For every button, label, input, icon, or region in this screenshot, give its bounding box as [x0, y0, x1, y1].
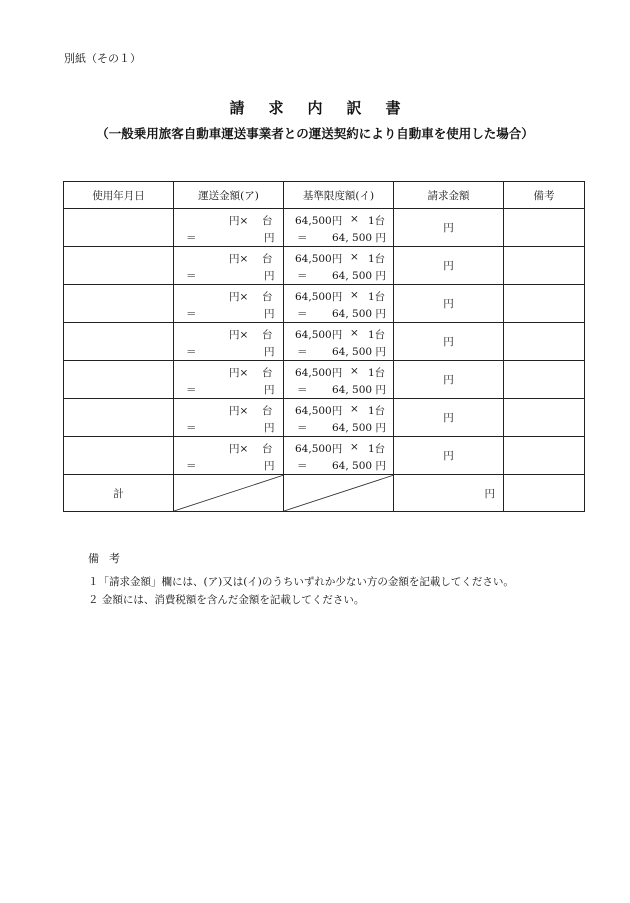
- remarks-cell[interactable]: [504, 323, 585, 361]
- remarks-cell[interactable]: [504, 399, 585, 437]
- fare-amount-cell[interactable]: [174, 323, 284, 361]
- limit-amount-cell: [284, 437, 394, 475]
- claim-yen: 円: [443, 412, 454, 424]
- limit-unit-count: 1台: [368, 253, 386, 265]
- limit-base-amount: 64,500円: [295, 367, 343, 379]
- total-label-cell: [64, 475, 174, 512]
- fare-yen-times: 円×: [229, 291, 249, 303]
- claim-amount-cell[interactable]: [394, 437, 504, 475]
- claim-amount-cell[interactable]: [394, 209, 504, 247]
- limit-total: 64, 500 円: [332, 308, 386, 320]
- table-row: [64, 323, 585, 361]
- limit-unit-count: 1台: [368, 367, 386, 379]
- fare-equals: ＝: [186, 270, 197, 282]
- claim-yen: 円: [443, 336, 454, 348]
- fare-yen: 円: [264, 384, 275, 396]
- limit-equals: ＝: [297, 384, 308, 396]
- fare-unit-count: 台: [262, 443, 273, 455]
- table-row: [64, 361, 585, 399]
- header-claim-amount: 請求金額: [394, 182, 504, 209]
- remarks-cell[interactable]: [504, 247, 585, 285]
- note-item: １「請求金額」欄には、(ア)又は(イ)のうちいずれか少ない方の金額を記載してください。: [88, 576, 514, 588]
- fare-yen-times: 円×: [229, 253, 249, 265]
- notes-heading-char: 備: [88, 552, 99, 565]
- remarks-cell[interactable]: [504, 361, 585, 399]
- claim-yen: 円: [443, 374, 454, 386]
- limit-base-amount: 64,500円: [295, 443, 343, 455]
- claim-amount-cell[interactable]: [394, 285, 504, 323]
- limit-amount-cell: [284, 399, 394, 437]
- title-char: 訳: [346, 99, 362, 117]
- header-remarks: 備考: [504, 182, 585, 209]
- header-usage-date: 使用年月日: [64, 182, 174, 209]
- fare-yen-times: 円×: [229, 367, 249, 379]
- header-limit-amount: 基準限度額(イ): [284, 182, 394, 209]
- limit-equals: ＝: [297, 308, 308, 320]
- fare-unit-count: 台: [262, 291, 273, 303]
- limit-equals: ＝: [297, 460, 308, 472]
- claim-yen: 円: [443, 450, 454, 462]
- fare-yen-times: 円×: [229, 405, 249, 417]
- limit-total: 64, 500 円: [332, 422, 386, 434]
- limit-times: ×: [350, 213, 359, 225]
- fare-yen: 円: [264, 460, 275, 472]
- limit-equals: ＝: [297, 346, 308, 358]
- limit-base-amount: 64,500円: [295, 329, 343, 341]
- table-row: [64, 285, 585, 323]
- usage-date-cell[interactable]: [64, 285, 174, 323]
- limit-total: 64, 500 円: [332, 270, 386, 282]
- fare-equals: ＝: [186, 232, 197, 244]
- total-fare-slashed-cell: [174, 475, 284, 512]
- limit-amount-cell: [284, 361, 394, 399]
- limit-amount-cell: [284, 285, 394, 323]
- total-row: [64, 475, 585, 512]
- fare-equals: ＝: [186, 384, 197, 396]
- fare-unit-count: 台: [262, 215, 273, 227]
- fare-yen: 円: [264, 308, 275, 320]
- limit-base-amount: 64,500円: [295, 405, 343, 417]
- fare-amount-cell[interactable]: [174, 209, 284, 247]
- usage-date-cell[interactable]: [64, 361, 174, 399]
- title-char: 書: [385, 99, 401, 117]
- usage-date-cell[interactable]: [64, 399, 174, 437]
- claim-amount-cell[interactable]: [394, 247, 504, 285]
- limit-base-amount: 64,500円: [295, 215, 343, 227]
- usage-date-cell[interactable]: [64, 247, 174, 285]
- limit-times: ×: [350, 365, 359, 377]
- fare-equals: ＝: [186, 346, 197, 358]
- total-limit-slashed-cell: [284, 475, 394, 512]
- limit-total: 64, 500 円: [332, 232, 386, 244]
- limit-total: 64, 500 円: [332, 384, 386, 396]
- fare-amount-cell[interactable]: [174, 437, 284, 475]
- limit-times: ×: [350, 327, 359, 339]
- limit-times: ×: [350, 251, 359, 263]
- limit-amount-cell: [284, 247, 394, 285]
- fare-amount-cell[interactable]: [174, 361, 284, 399]
- fare-yen: 円: [264, 346, 275, 358]
- table-header-row: [64, 182, 585, 209]
- limit-amount-cell: [284, 323, 394, 361]
- claim-breakdown-table: [63, 181, 585, 512]
- fare-equals: ＝: [186, 422, 197, 434]
- limit-unit-count: 1台: [368, 443, 386, 455]
- notes-heading: [88, 550, 130, 566]
- limit-times: ×: [350, 441, 359, 453]
- total-claim-cell[interactable]: [394, 475, 504, 512]
- claim-amount-cell[interactable]: [394, 399, 504, 437]
- claim-yen: 円: [443, 260, 454, 272]
- limit-equals: ＝: [297, 422, 308, 434]
- remarks-cell[interactable]: [504, 209, 585, 247]
- appendix-label: 別紙（その１）: [64, 52, 141, 65]
- fare-yen: 円: [264, 270, 275, 282]
- title-char: 求: [268, 99, 284, 117]
- limit-amount-cell: [284, 209, 394, 247]
- fare-yen: 円: [264, 232, 275, 244]
- total-label: 計: [113, 487, 124, 500]
- fare-equals: ＝: [186, 308, 197, 320]
- limit-times: ×: [350, 403, 359, 415]
- fare-yen-times: 円×: [229, 329, 249, 341]
- limit-equals: ＝: [297, 232, 308, 244]
- limit-unit-count: 1台: [368, 215, 386, 227]
- fare-unit-count: 台: [262, 329, 273, 341]
- usage-date-cell[interactable]: [64, 437, 174, 475]
- title-char: 内: [307, 99, 323, 117]
- fare-amount-cell[interactable]: [174, 285, 284, 323]
- notes-heading-char: 考: [109, 552, 120, 565]
- table-row: [64, 399, 585, 437]
- fare-unit-count: 台: [262, 367, 273, 379]
- table-row: [64, 437, 585, 475]
- limit-total: 64, 500 円: [332, 460, 386, 472]
- limit-equals: ＝: [297, 270, 308, 282]
- usage-date-cell[interactable]: [64, 323, 174, 361]
- header-fare-amount: 運送金額(ア): [174, 182, 284, 209]
- claim-yen: 円: [443, 222, 454, 234]
- table-row: [64, 247, 585, 285]
- limit-unit-count: 1台: [368, 291, 386, 303]
- fare-amount-cell[interactable]: [174, 247, 284, 285]
- fare-yen: 円: [264, 422, 275, 434]
- fare-amount-cell[interactable]: [174, 399, 284, 437]
- document-subtitle: （一般乗用旅客自動車運送事業者との運送契約により自動車を使用した場合）: [96, 126, 534, 141]
- usage-date-cell[interactable]: [64, 209, 174, 247]
- claim-yen: 円: [443, 298, 454, 310]
- limit-base-amount: 64,500円: [295, 291, 343, 303]
- claim-amount-cell[interactable]: [394, 361, 504, 399]
- limit-total: 64, 500 円: [332, 346, 386, 358]
- note-item: ２ 金額には、消費税額を含んだ金額を記載してください。: [88, 594, 365, 606]
- fare-unit-count: 台: [262, 253, 273, 265]
- document-title: [0, 97, 630, 118]
- remarks-cell[interactable]: [504, 285, 585, 323]
- fare-equals: ＝: [186, 460, 197, 472]
- title-char: 請: [229, 99, 245, 117]
- limit-unit-count: 1台: [368, 329, 386, 341]
- limit-times: ×: [350, 289, 359, 301]
- limit-base-amount: 64,500円: [295, 253, 343, 265]
- total-claim-yen: 円: [484, 487, 495, 500]
- claim-amount-cell[interactable]: [394, 323, 504, 361]
- table-row: [64, 209, 585, 247]
- total-remarks-cell[interactable]: [504, 475, 585, 512]
- fare-yen-times: 円×: [229, 215, 249, 227]
- fare-yen-times: 円×: [229, 443, 249, 455]
- fare-unit-count: 台: [262, 405, 273, 417]
- limit-unit-count: 1台: [368, 405, 386, 417]
- remarks-cell[interactable]: [504, 437, 585, 475]
